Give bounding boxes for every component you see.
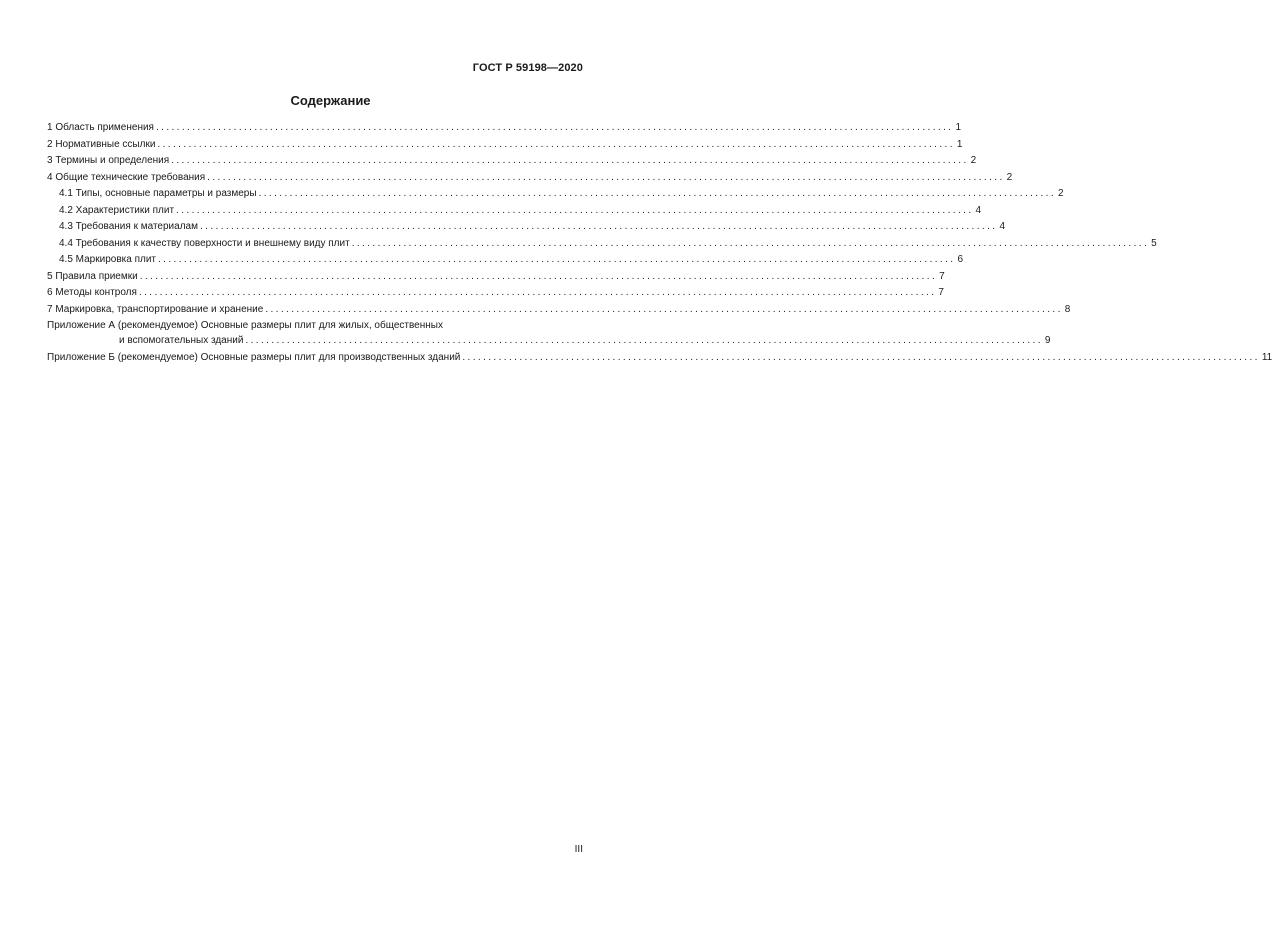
toc-item-label: 7 Маркировка, транспортирование и хранение	[47, 303, 264, 315]
toc-item-page: 4	[999, 221, 1006, 232]
toc-item-label: 1 Область применения	[47, 122, 154, 133]
toc-leader-dots: ..........................................................................................................................................................	[157, 138, 955, 150]
toc-leader-dots: ..........................................................................................................................................................	[155, 122, 954, 133]
toc-appendix-b[interactable]	[47, 350, 1272, 367]
toc-item-page: 8	[1064, 303, 1071, 315]
toc-item-1[interactable]	[47, 120, 961, 137]
toc-appendix-label-line2: и вспомогательных зданий	[119, 335, 244, 346]
toc-leader-dots: ..........................................................................................................................................................	[199, 221, 998, 232]
toc-item-label: 6 Методы контроля	[47, 287, 137, 298]
toc-item-4-1[interactable]	[47, 186, 1064, 203]
toc-leader-dots: ..........................................................................................................................................................	[158, 254, 956, 265]
toc-item-label: 4 Общие технические требования	[47, 171, 206, 183]
toc-leader-dots: ..........................................................................................................................................................	[462, 352, 1260, 363]
toc-item-page: 2	[1006, 171, 1013, 183]
toc-item-4[interactable]	[47, 170, 1013, 187]
toc-item-page: 7	[938, 287, 944, 298]
toc-item-label: 4.4 Требования к качеству поверхности и внешнему виду плит	[59, 237, 350, 249]
toc-item-label: 4.5 Маркировка плит	[59, 254, 156, 265]
toc-item-page: 11	[1261, 352, 1272, 363]
toc-item-page: 2	[970, 155, 977, 166]
toc-leader-dots: ..........................................................................................................................................................	[171, 155, 969, 166]
toc-item-7[interactable]	[47, 302, 1071, 319]
toc-item-page: 1	[956, 138, 963, 150]
toc-item-5[interactable]	[47, 269, 945, 286]
toc-item-4-3[interactable]	[47, 219, 1006, 236]
toc-title: Содержание	[290, 93, 371, 108]
toc-item-6[interactable]	[47, 285, 944, 302]
toc-leader-dots: ..........................................................................................................................................................	[138, 287, 937, 298]
toc-item-label: 4.3 Требования к материалам	[59, 221, 198, 232]
toc-leader-dots: ..........................................................................................................................................................	[176, 204, 974, 216]
toc-item-page: 6	[957, 254, 964, 265]
toc-item-page: 2	[1058, 188, 1064, 199]
page-number: III	[574, 844, 583, 855]
toc-item-label: 3 Термины и определения	[47, 155, 170, 166]
toc-item-page: 1	[955, 122, 961, 133]
table-of-contents	[47, 120, 1272, 367]
toc-item-2[interactable]	[47, 137, 963, 154]
toc-appendix-a[interactable]	[47, 318, 1051, 348]
toc-item-page: 9	[1044, 335, 1051, 346]
toc-leader-dots: ..........................................................................................................................................................	[245, 335, 1043, 346]
toc-leader-dots: ..........................................................................................................................................................	[258, 188, 1057, 199]
document-code: ГОСТ Р 59198—2020	[472, 62, 583, 74]
toc-item-4-4[interactable]	[47, 236, 1157, 253]
toc-item-label: 4.2 Характеристики плит	[59, 204, 175, 216]
toc-item-page: 5	[1151, 237, 1157, 249]
toc-leader-dots: ..........................................................................................................................................................	[207, 171, 1005, 183]
toc-leader-dots: ..........................................................................................................................................................	[265, 303, 1063, 315]
toc-item-label: Приложение Б (рекомендуемое) Основные размеры плит для производственных зданий	[47, 352, 461, 363]
toc-leader-dots: ..........................................................................................................................................................	[139, 270, 938, 282]
toc-item-3[interactable]	[47, 153, 977, 170]
toc-item-label: 5 Правила приемки	[47, 270, 138, 282]
toc-item-page: 7	[939, 270, 945, 282]
toc-appendix-label-line1: Приложение А (рекомендуемое) Основные размеры плит для жилых, общественных	[47, 320, 443, 331]
toc-item-4-5[interactable]	[47, 252, 964, 269]
toc-item-label: 4.1 Типы, основные параметры и размеры	[59, 188, 257, 199]
toc-item-4-2[interactable]	[47, 203, 982, 220]
toc-leader-dots: ..........................................................................................................................................................	[351, 237, 1150, 249]
toc-item-label: 2 Нормативные ссылки	[47, 138, 156, 150]
toc-item-page: 4	[975, 204, 982, 216]
